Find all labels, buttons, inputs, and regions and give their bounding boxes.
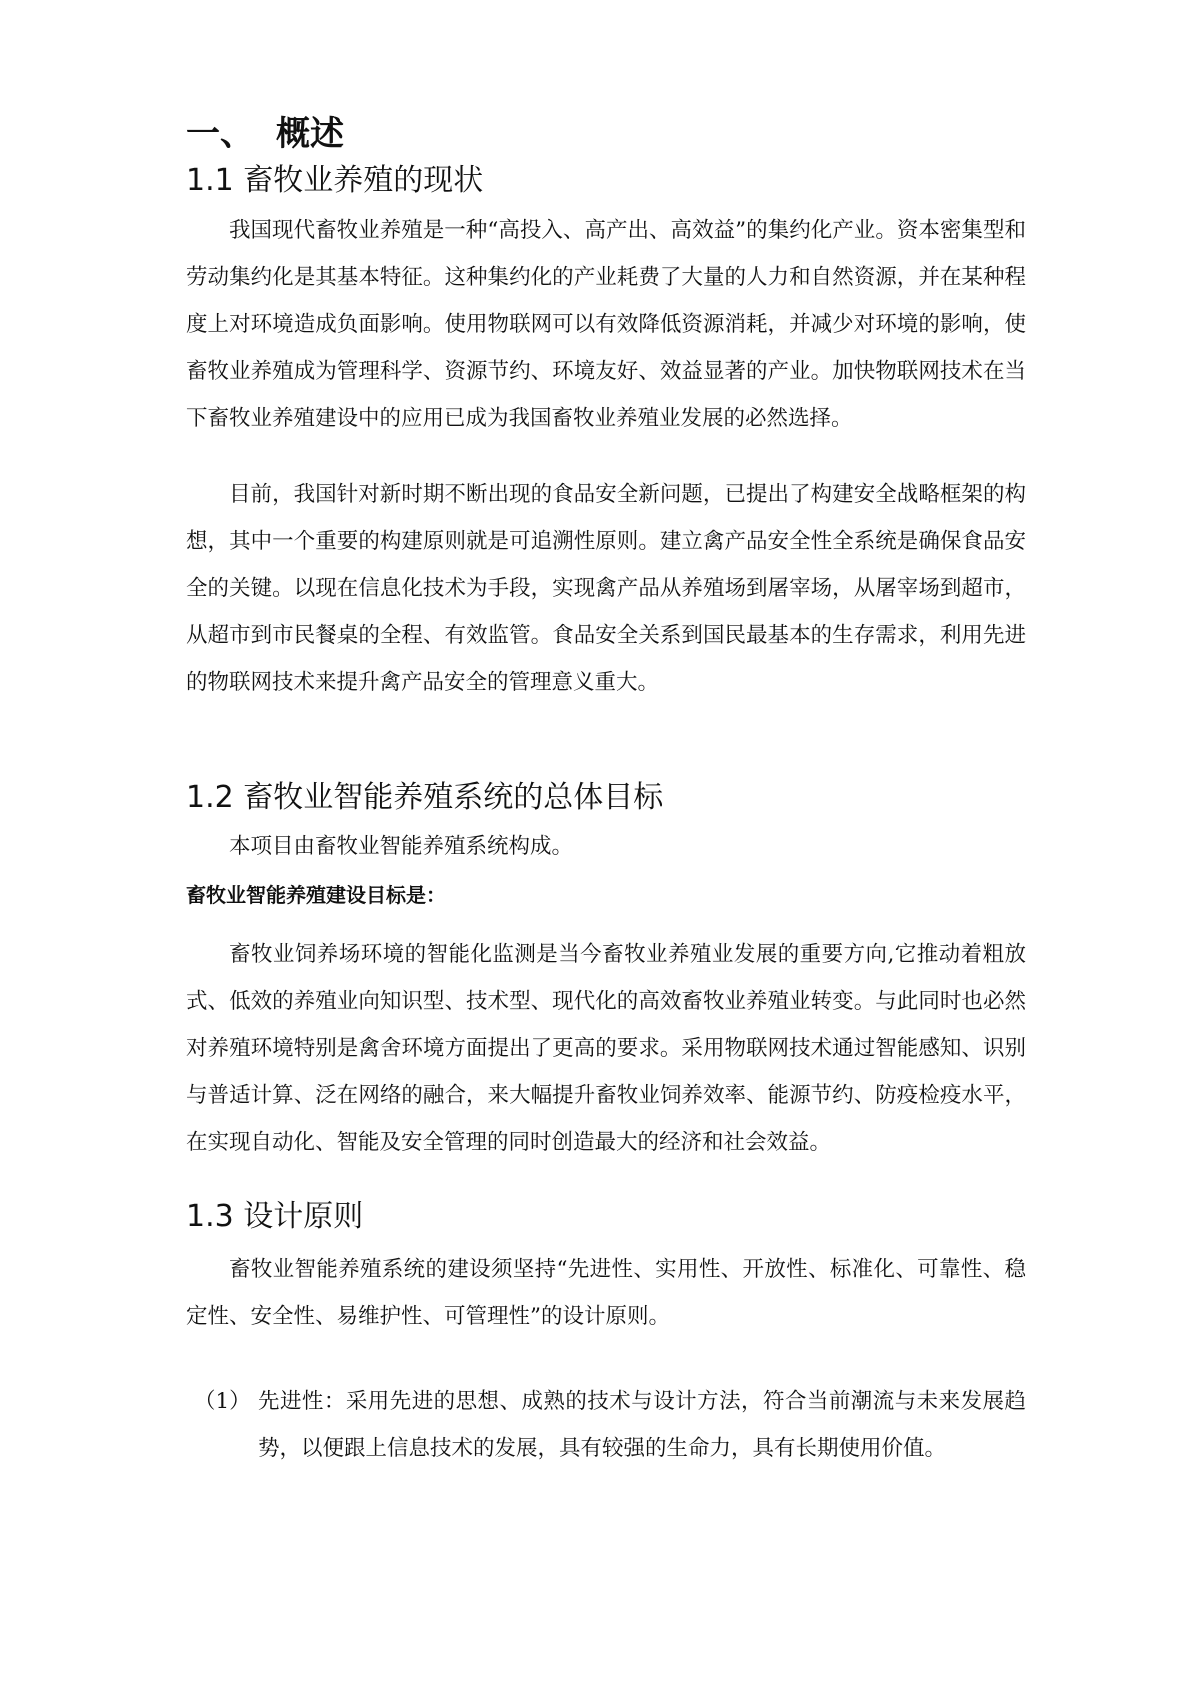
section-1-2-intro: 本项目由畜牧业智能养殖系统构成。 xyxy=(229,834,574,859)
list-item xyxy=(186,1378,1026,1472)
chapter-title-text: 概述 xyxy=(276,114,344,154)
section-heading-1-2: 1.2 畜牧业智能养殖系统的总体目标 xyxy=(186,780,664,815)
section-1-2-goal-label: 畜牧业智能养殖建设目标是： xyxy=(186,883,446,907)
list-item-marker: （1） xyxy=(194,1389,251,1414)
chapter-number: 一、 xyxy=(186,114,254,154)
section-1-2-paragraph-1: 畜牧业饲养场环境的智能化监测是当今畜牧业养殖业发展的重要方向,它推动着粗放式、低效的养殖业向知识型、技术型、现代化的高效畜牧业养殖业转变。与此同时也必然对养殖环境特别是禽舍环境方面提出了更高的要求。采用物联网技术通过智能感知、识别与普适计算、泛在网络的融合，来大幅提升畜牧业饲养效率、能源节约、防疫检疫水平，在实现自动化、智能及安全管理的同时创造最大的经济和社会效益。 xyxy=(186,942,1026,1155)
section-heading-1-1: 1.1 畜牧业养殖的现状 xyxy=(186,163,484,198)
section-1-3-intro: 畜牧业智能养殖系统的建设须坚持“先进性、实用性、开放性、标准化、可靠性、稳定性、安全性、易维护性、可管理性”的设计原则。 xyxy=(186,1257,1026,1329)
section-1-1-paragraph-2: 目前，我国针对新时期不断出现的食品安全新问题，已提出了构建安全战略框架的构想，其中一个重要的构建原则就是可追溯性原则。建立禽产品安全性全系统是确保食品安全的关键。以现在信息化技术为手段，实现禽产品从养殖场到屠宰场，从屠宰场到超市，从超市到市民餐桌的全程、有效监管。食品安全关系到国民最基本的生存需求，利用先进的物联网技术来提升禽产品安全的管理意义重大。 xyxy=(186,482,1026,695)
list-item-text: 先进性：采用先进的思想、成熟的技术与设计方法，符合当前潮流与未来发展趋势，以便跟上信息技术的发展，具有较强的生命力，具有长期使用价值。 xyxy=(258,1389,1026,1461)
section-heading-1-3: 1.3 设计原则 xyxy=(186,1199,364,1234)
section-1-1-paragraph-1: 我国现代畜牧业养殖是一种“高投入、高产出、高效益”的集约化产业。资本密集型和劳动集约化是其基本特征。这种集约化的产业耗费了大量的人力和自然资源，并在某种程度上对环境造成负面影响。使用物联网可以有效降低资源消耗，并减少对环境的影响，使畜牧业养殖成为管理科学、资源节约、环境友好、效益显著的产业。加快物联网技术在当下畜牧业养殖建设中的应用已成为我国畜牧业养殖业发展的必然选择。 xyxy=(186,218,1026,431)
chapter-title xyxy=(186,108,344,160)
